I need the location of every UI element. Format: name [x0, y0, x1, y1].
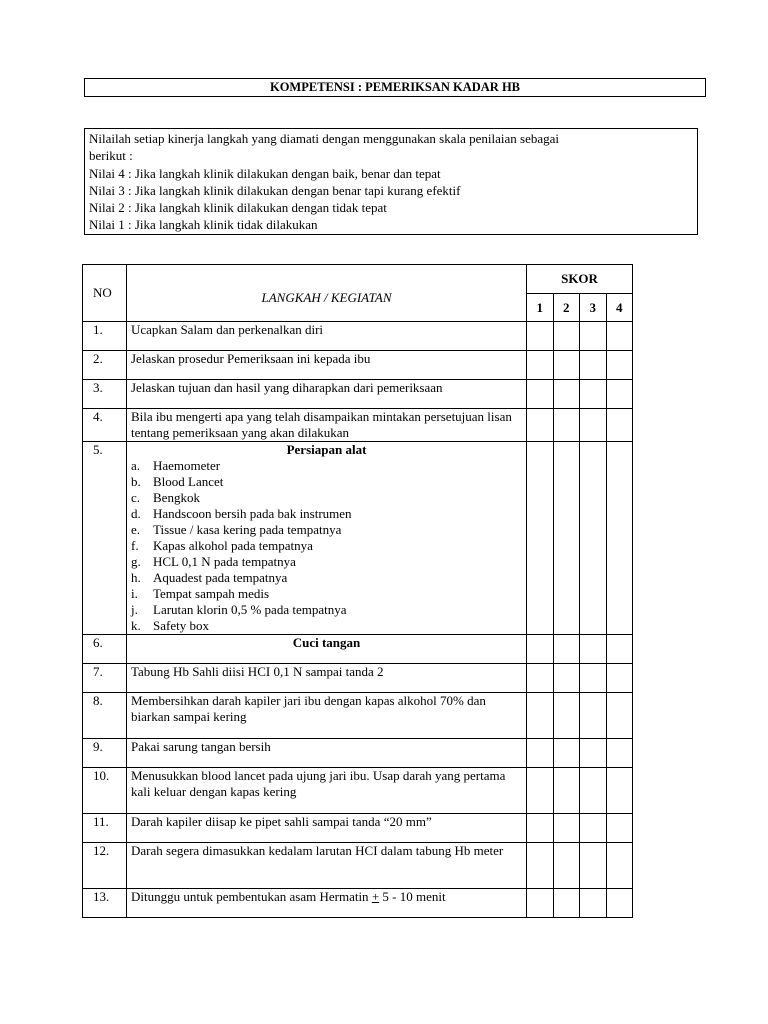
item-text: Handscoon bersih pada bak instrumen: [153, 506, 352, 521]
score-cell[interactable]: [606, 739, 633, 768]
score-cell[interactable]: [527, 768, 554, 814]
score-cell[interactable]: [606, 409, 633, 442]
scale-line: Nilai 3 : Jika langkah klinik dilakukan dengan benar tapi kurang efektif: [89, 182, 461, 198]
score-cell[interactable]: [527, 409, 554, 442]
item-text: Haemometer: [153, 458, 221, 473]
row-number: 11.: [83, 814, 127, 843]
table-row: [83, 442, 633, 635]
score-cell[interactable]: [580, 693, 607, 739]
score-cell[interactable]: [606, 889, 633, 918]
score-cell[interactable]: [606, 768, 633, 814]
row-number: 12.: [83, 843, 127, 889]
item-letter: c.: [131, 490, 141, 505]
header-step: LANGKAH / KEGIATAN: [127, 265, 527, 322]
table-row: [83, 409, 633, 442]
item-letter: e.: [131, 522, 141, 537]
item-text: Blood Lancet: [153, 474, 224, 489]
row-number: 3.: [83, 380, 127, 409]
item-text: Larutan klorin 0,5 % pada tempatnya: [153, 602, 347, 617]
score-cell[interactable]: [527, 635, 554, 664]
table-row: [83, 380, 633, 409]
row-number: 6.: [83, 635, 127, 664]
item-letter: k.: [131, 618, 141, 633]
score-cell[interactable]: [527, 889, 554, 918]
table-row: [83, 664, 633, 693]
list-item: [131, 586, 522, 602]
row-step: Darah segera dimasukkan kedalam larutan HCI dalam tabung Hb meter: [127, 843, 527, 889]
item-text: Safety box: [153, 618, 209, 633]
header-no: NO: [83, 265, 127, 322]
row-number: 2.: [83, 351, 127, 380]
item-text: Aquadest pada tempatnya: [153, 570, 288, 585]
list-item: [131, 554, 522, 570]
score-cell[interactable]: [527, 814, 554, 843]
list-item: [131, 506, 522, 522]
table-row: [83, 322, 633, 351]
list-item: [131, 474, 522, 490]
row-step: Cuci tangan: [127, 635, 527, 664]
score-cell[interactable]: [527, 442, 554, 635]
score-cell[interactable]: [553, 664, 580, 693]
form-title: KOMPETENSI : PEMERIKSAN KADAR HB: [84, 78, 706, 97]
header-score-4: 4: [606, 294, 633, 322]
row-step: Pakai sarung tangan bersih: [127, 739, 527, 768]
equipment-list: [131, 458, 522, 634]
plus-minus-sign: +: [371, 889, 380, 904]
score-cell[interactable]: [606, 322, 633, 351]
item-letter: i.: [131, 586, 138, 601]
score-cell[interactable]: [580, 409, 607, 442]
score-cell[interactable]: [527, 739, 554, 768]
item-letter: a.: [131, 458, 141, 473]
item-letter: g.: [131, 554, 141, 569]
score-cell[interactable]: [527, 322, 554, 351]
row-number: 1.: [83, 322, 127, 351]
item-text: Kapas alkohol pada tempatnya: [153, 538, 313, 553]
score-cell[interactable]: [606, 635, 633, 664]
row-number: 9.: [83, 739, 127, 768]
table-row: [83, 843, 633, 889]
item-letter: h.: [131, 570, 141, 585]
score-cell[interactable]: [606, 351, 633, 380]
score-cell[interactable]: [580, 843, 607, 889]
row-number: 7.: [83, 664, 127, 693]
row-number: 13.: [83, 889, 127, 918]
row-step: Membersihkan darah kapiler jari ibu dengan kapas alkohol 70% dan biarkan sampai kering: [127, 693, 527, 739]
header-skor: SKOR: [527, 265, 633, 294]
score-cell[interactable]: [606, 843, 633, 889]
score-cell[interactable]: [606, 442, 633, 635]
table-row: [83, 889, 633, 918]
equipment-subtitle: Persiapan alat: [286, 442, 367, 457]
table-row: [83, 351, 633, 380]
row-step: Ucapkan Salam dan perkenalkan diri: [127, 322, 527, 351]
score-cell[interactable]: [580, 442, 607, 635]
score-cell[interactable]: [606, 814, 633, 843]
header-score-1: 1: [527, 294, 554, 322]
table-row: [83, 739, 633, 768]
score-cell[interactable]: [527, 664, 554, 693]
scale-line: Nilai 1 : Jika langkah klinik tidak dilakukan: [89, 217, 318, 233]
score-cell[interactable]: [553, 322, 580, 351]
score-cell[interactable]: [606, 380, 633, 409]
score-cell[interactable]: [580, 739, 607, 768]
score-cell[interactable]: [580, 664, 607, 693]
score-cell[interactable]: [606, 693, 633, 739]
item-text: Bengkok: [153, 490, 200, 505]
item-letter: b.: [131, 474, 141, 489]
row-step: Jelaskan tujuan dan hasil yang diharapkan dari pemeriksaan: [127, 380, 527, 409]
score-cell[interactable]: [580, 889, 607, 918]
scale-line: Nilailah setiap kinerja langkah yang diamati dengan menggunakan skala penilaian sebagai: [89, 131, 559, 146]
score-cell[interactable]: [553, 889, 580, 918]
item-letter: j.: [131, 602, 138, 617]
score-cell[interactable]: [527, 693, 554, 739]
step-text: Ditunggu untuk pembentukan asam Hermatin: [131, 889, 372, 904]
scoring-scale-box: [84, 128, 698, 235]
score-cell[interactable]: [553, 380, 580, 409]
score-cell[interactable]: [553, 442, 580, 635]
scale-line: Nilai 2 : Jika langkah klinik dilakukan dengan tidak tepat: [89, 200, 387, 216]
score-cell[interactable]: [553, 351, 580, 380]
row-number: 4.: [83, 409, 127, 442]
list-item: [131, 570, 522, 586]
row-step: [127, 889, 527, 918]
scale-line: Nilai 4 : Jika langkah klinik dilakukan dengan baik, benar dan tepat: [89, 165, 441, 181]
row-step: [127, 442, 527, 635]
item-text: Tissue / kasa kering pada tempatnya: [153, 522, 342, 537]
score-cell[interactable]: [553, 693, 580, 739]
score-cell[interactable]: [580, 635, 607, 664]
checklist-table: [82, 264, 633, 918]
table-row: [83, 635, 633, 664]
table-row: [83, 693, 633, 739]
row-number: 5.: [83, 442, 127, 635]
row-step: Bila ibu mengerti apa yang telah disampaikan mintakan persetujuan lisan tentang pemeriksaan yang akan dilakukan: [127, 409, 527, 442]
score-cell[interactable]: [553, 814, 580, 843]
score-cell[interactable]: [580, 351, 607, 380]
score-cell[interactable]: [580, 768, 607, 814]
score-cell[interactable]: [553, 739, 580, 768]
score-cell[interactable]: [553, 843, 580, 889]
header-score-3: 3: [580, 294, 607, 322]
score-cell[interactable]: [553, 409, 580, 442]
step-text: 5 - 10 menit: [379, 889, 446, 904]
row-step: Darah kapiler diisap ke pipet sahli sampai tanda “20 mm”: [127, 814, 527, 843]
score-cell[interactable]: [527, 351, 554, 380]
item-letter: d.: [131, 506, 141, 521]
table-row: [83, 768, 633, 814]
score-cell[interactable]: [580, 380, 607, 409]
list-item: [131, 618, 522, 634]
score-cell[interactable]: [580, 814, 607, 843]
list-item: [131, 458, 522, 474]
score-cell[interactable]: [527, 843, 554, 889]
row-number: 10.: [83, 768, 127, 814]
scale-line: berikut :: [89, 148, 133, 164]
row-step: Menusukkan blood lancet pada ujung jari ibu. Usap darah yang pertama kali keluar dengan kapas kering: [127, 768, 527, 814]
table-row: [83, 814, 633, 843]
list-item: [131, 602, 522, 618]
score-cell[interactable]: [580, 322, 607, 351]
item-text: HCL 0,1 N pada tempatnya: [153, 554, 296, 569]
row-step: Jelaskan prosedur Pemeriksaan ini kepada ibu: [127, 351, 527, 380]
header-score-2: 2: [553, 294, 580, 322]
list-item: [131, 522, 522, 538]
item-text: Tempat sampah medis: [153, 586, 270, 601]
row-step: Tabung Hb Sahli diisi HCI 0,1 N sampai tanda 2: [127, 664, 527, 693]
list-item: [131, 490, 522, 506]
list-item: [131, 538, 522, 554]
score-cell[interactable]: [606, 664, 633, 693]
item-letter: f.: [131, 538, 139, 553]
score-cell[interactable]: [553, 768, 580, 814]
score-cell[interactable]: [527, 380, 554, 409]
row-number: 8.: [83, 693, 127, 739]
score-cell[interactable]: [553, 635, 580, 664]
